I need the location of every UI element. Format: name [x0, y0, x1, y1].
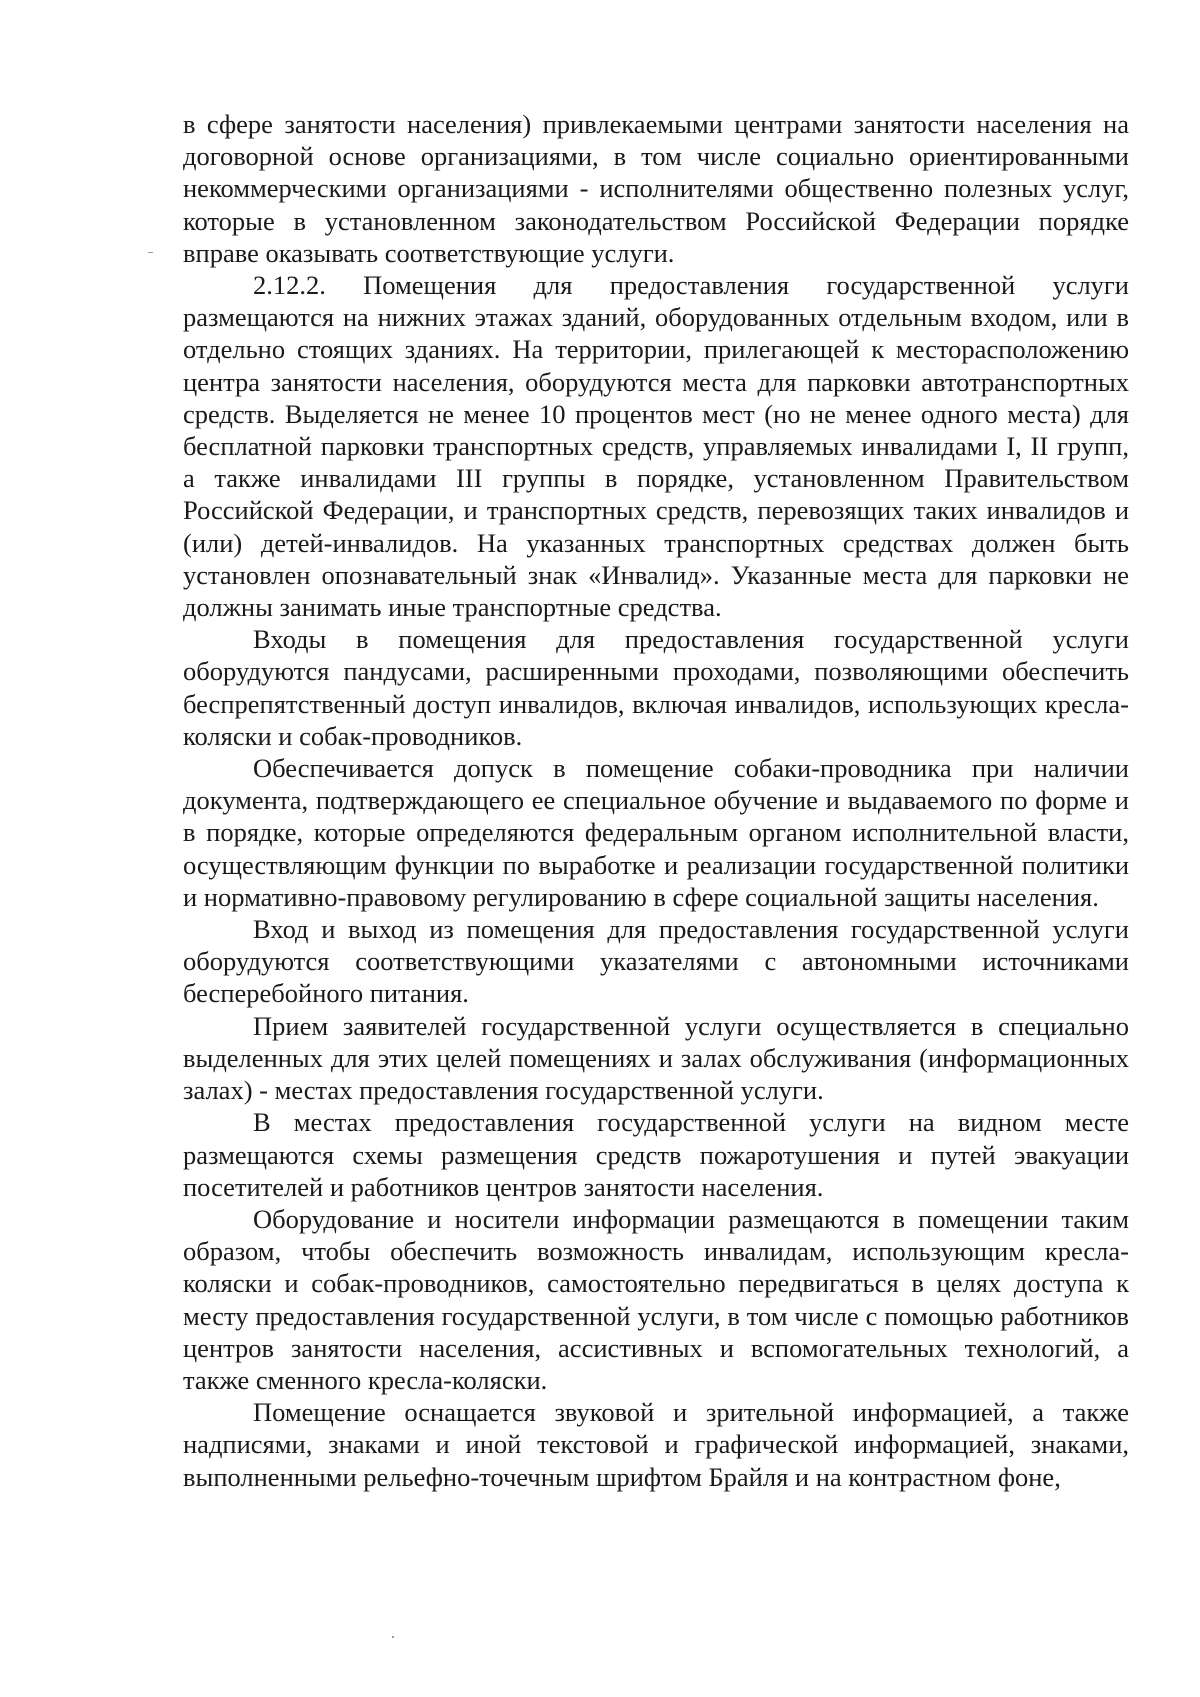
scan-speck	[148, 252, 153, 253]
paragraph-exit-signs: Вход и выход из помещения для предоставления государственной услуги оборудуются соответствующими указателями с автономными источниками бесперебойного питания.	[183, 914, 1129, 1009]
document-page	[183, 108, 1129, 1493]
scan-speck	[392, 1636, 394, 1638]
paragraph-2-12-2: 2.12.2. Помещения для предоставления государственной услуги размещаются на нижних этажах зданий, оборудованных отдельным входом, или в отдельно стоящих зданиях. На территории, прилегающей к месторасположению центра занятости населения, оборудуются места для парковки автотранспортных средств. Выделяется не менее 10 процентов мест (но не менее одного места) для бесплатной парковки транспортных средств, управляемых инвалидами I, II групп, а также инвалидами III группы в порядке, установленном Правительством Российской Федерации, и транспортных средств, перевозящих таких инвалидов и (или) детей-инвалидов. На указанных транспортных средствах должен быть установлен опознавательный знак «Инвалид». Указанные места для парковки не должны занимать иные транспортные средства.	[183, 270, 1129, 623]
paragraph-continuation: в сфере занятости населения) привлекаемыми центрами занятости населения на договорной основе организациями, в том числе социально ориентированными некоммерческими организациями - исполнителями общественно полезных услуг, которые в установленном законодательством Российской Федерации порядке вправе оказывать соответствующие услуги.	[183, 109, 1129, 268]
paragraph-evacuation: В местах предоставления государственной услуги на видном месте размещаются схемы размещения средств пожаротушения и путей эвакуации посетителей и работников центров занятости населения.	[183, 1107, 1129, 1202]
paragraph-information: Помещение оснащается звуковой и зрительной информацией, а также надписями, знаками и иной текстовой и графической информацией, знаками, выполненными рельефно-точечным шрифтом Брайля и на контрастном фоне,	[183, 1397, 1129, 1492]
paragraph-entrances: Входы в помещения для предоставления государственной услуги оборудуются пандусами, расширенными проходами, позволяющими обеспечить беспрепятственный доступ инвалидов, включая инвалидов, использующих кресла-коляски и собак-проводников.	[183, 624, 1129, 751]
paragraph-reception: Прием заявителей государственной услуги осуществляется в специально выделенных для этих целей помещениях и залах обслуживания (информационных залах) - местах предоставления государственной услуги.	[183, 1010, 1129, 1106]
paragraph-equipment: Оборудование и носители информации размещаются в помещении таким образом, чтобы обеспечить возможность инвалидам, использующим кресла-коляски и собак-проводников, самостоятельно передвигаться в целях доступа к месту предоставления государственной услуги, в том числе с помощью работников центров занятости населения, ассистивных и вспомогательных технологий, а также сменного кресла-коляски.	[183, 1203, 1129, 1395]
paragraph-guide-dog: Обеспечивается допуск в помещение собаки-проводника при наличии документа, подтверждающего ее специальное обучение и выдаваемого по форме и в порядке, которые определяются федеральным органом исполнительной власти, осуществляющим функции по выработке и реализации государственной политики и нормативно-правовому регулированию в сфере социальной защиты населения.	[183, 753, 1129, 912]
